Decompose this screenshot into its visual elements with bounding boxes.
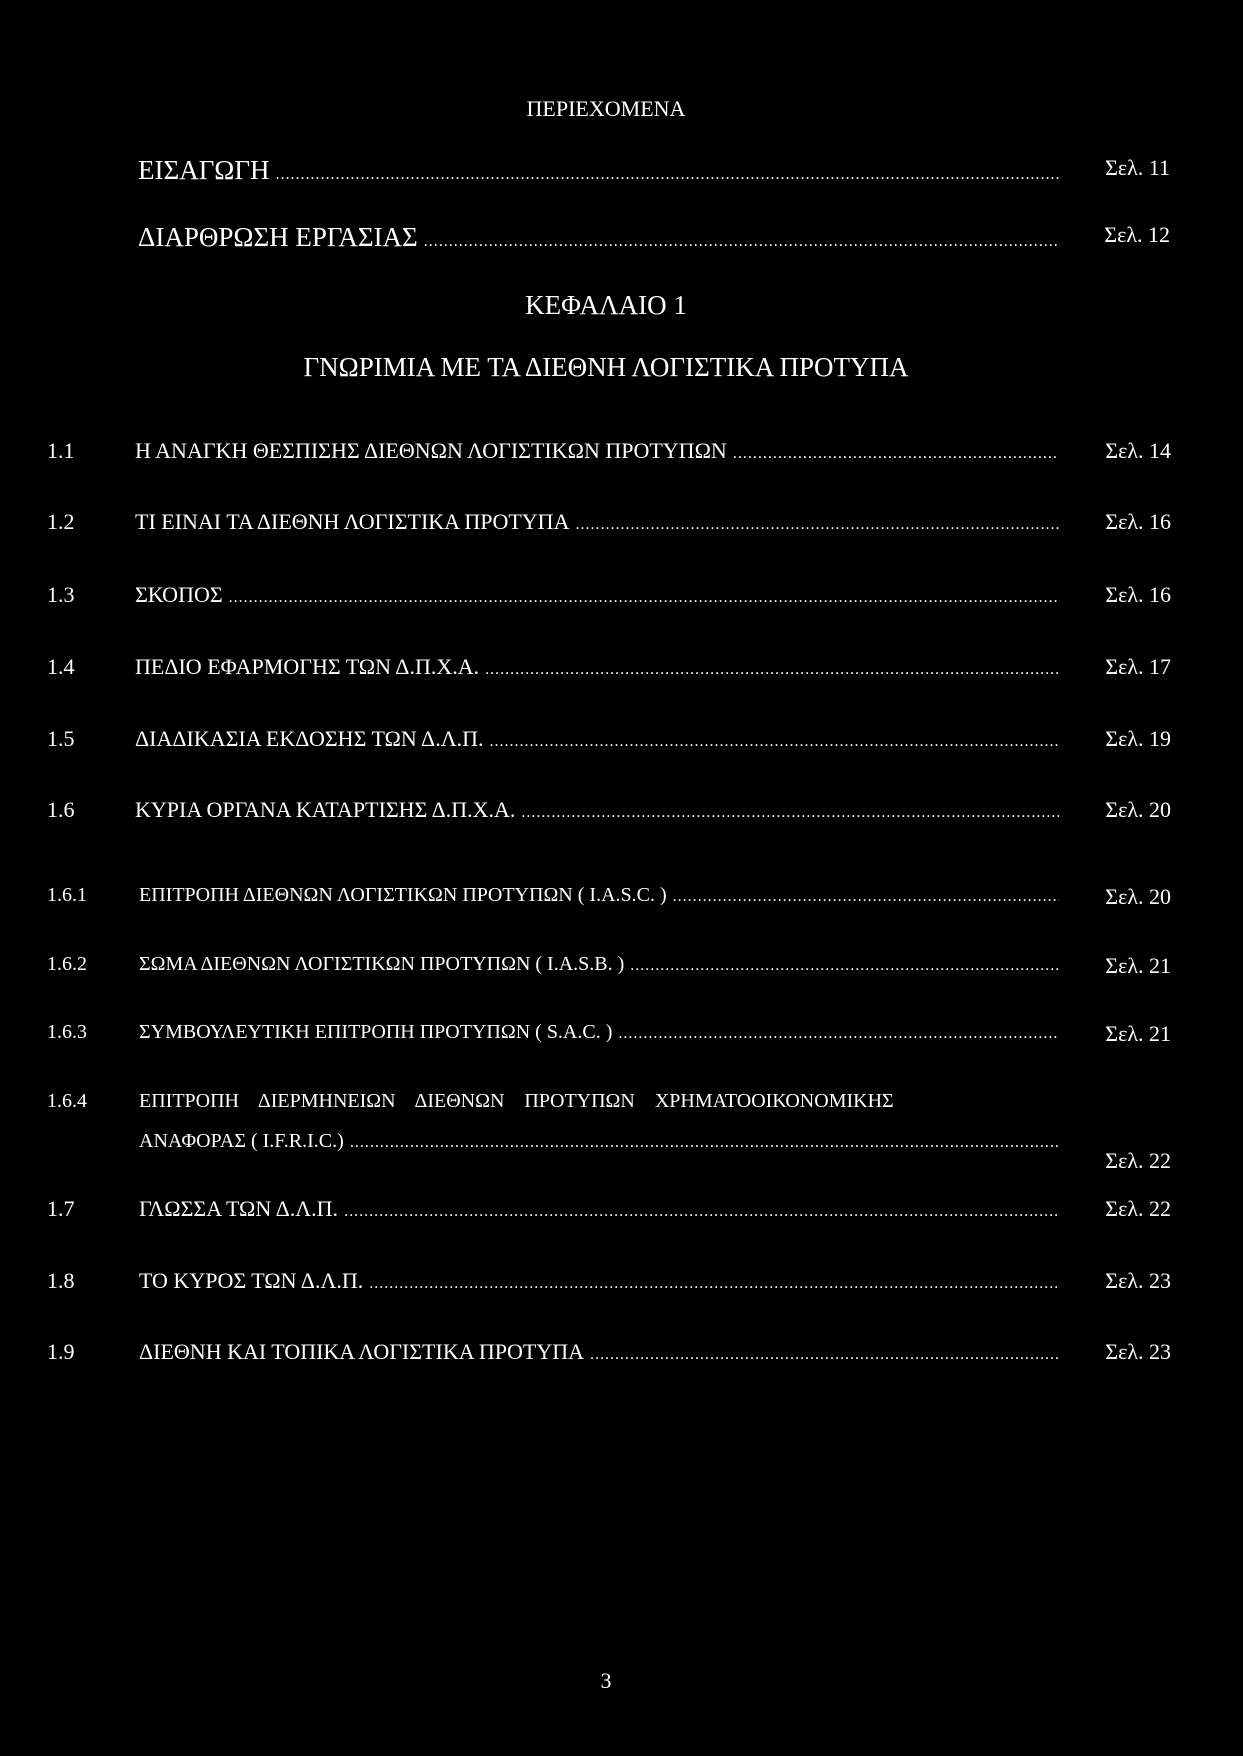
entry-title: ΓΛΩΣΣΑ ΤΩΝ Δ.Λ.Π. <box>139 1196 339 1221</box>
dot-leader <box>590 1346 1059 1364</box>
dot-leader <box>275 166 1060 184</box>
entry-title: ΤΟ ΚΥΡΟΣ ΤΩΝ Δ.Λ.Π. <box>139 1268 364 1293</box>
entry-title: ΣΥΜΒΟΥΛΕΥΤΙΚΗ ΕΠΙΤΡΟΠΗ ΠΡΟΤΥΠΩΝ ( S.A.C. ) <box>139 1021 613 1043</box>
entry-page: Σελ. 11 <box>1105 155 1170 180</box>
entry-page: Σελ. 21 <box>1105 1021 1171 1046</box>
dot-leader <box>673 888 1059 906</box>
entry-number: 1.8 <box>47 1268 75 1293</box>
entry-title: ΔΙΑΡΘΡΩΣΗ ΕΡΓΑΣΙΑΣ <box>138 222 418 252</box>
entry-page: Σελ. 17 <box>1105 654 1171 679</box>
dot-leader <box>490 733 1059 751</box>
entry-title: ΤΙ ΕΙΝΑΙ ΤΑ ΔΙΕΘΝΗ ΛΟΓΙΣΤΙΚΑ ΠΡΟΤΥΠΑ <box>135 509 570 534</box>
entry-title-line2: ΑΝΑΦΟΡΑΣ ( I.F.R.I.C.) <box>139 1130 344 1152</box>
entry-page: Σελ. 20 <box>1105 884 1171 909</box>
entry-title: ΕΠΙΤΡΟΠΗ ΔΙΕΘΝΩΝ ΛΟΓΙΣΤΙΚΩΝ ΠΡΟΤΥΠΩΝ ( I.A.S.C. ) <box>139 884 667 906</box>
entry-number: 1.7 <box>47 1196 75 1221</box>
entry-page: Σελ. 21 <box>1105 953 1171 978</box>
dot-leader <box>618 1025 1059 1043</box>
entry-title: ΣΩΜΑ ΔΙΕΘΝΩΝ ΛΟΓΙΣΤΙΚΩΝ ΠΡΟΤΥΠΩΝ ( I.A.S.B. ) <box>139 953 625 975</box>
entry-page: Σελ. 16 <box>1105 509 1171 534</box>
entry-page: Σελ. 20 <box>1105 797 1171 822</box>
chapter-label: ΚΕΦΑΛΑΙΟ 1 <box>525 290 687 320</box>
entry-page: Σελ. 22 <box>1105 1148 1171 1173</box>
dot-leader <box>369 1275 1059 1293</box>
dot-leader <box>344 1203 1059 1221</box>
chapter-title: ΓΝΩΡΙΜΙΑ ΜΕ ΤΑ ΔΙΕΘΝΗ ΛΟΓΙΣΤΙΚΑ ΠΡΟΤΥΠΑ <box>303 352 909 382</box>
entry-number: 1.6 <box>47 797 75 822</box>
entry-title: ΠΕΔΙΟ ΕΦΑΡΜΟΓΗΣ ΤΩΝ Δ.Π.Χ.Α. <box>135 654 480 679</box>
entry-title: Η ΑΝΑΓΚΗ ΘΕΣΠΙΣΗΣ ΔΙΕΘΝΩΝ ΛΟΓΙΣΤΙΚΩΝ ΠΡΟΤΥΠΩΝ <box>135 438 727 463</box>
dot-leader <box>575 516 1059 534</box>
entry-number: 1.1 <box>47 438 75 463</box>
entry-title: ΕΙΣΑΓΩΓΗ <box>138 155 270 185</box>
entry-page: Σελ. 23 <box>1105 1339 1171 1364</box>
toc-entry-introduction[interactable] <box>138 155 1170 186</box>
entry-number: 1.4 <box>47 654 75 679</box>
entry-title-line1: ΕΠΙΤΡΟΠΗ ΔΙΕΡΜΗΝΕΙΩΝ ΔΙΕΘΝΩΝ ΠΡΟΤΥΠΩΝ ΧΡΗΜΑΤΟΟΙΚΟΝΟΜΙΚΗΣ <box>139 1090 894 1112</box>
entry-page: Σελ. 22 <box>1105 1196 1171 1221</box>
dot-leader <box>350 1134 1059 1152</box>
entry-page: Σελ. 23 <box>1105 1268 1171 1293</box>
entry-number: 1.2 <box>47 509 75 534</box>
entry-number: 1.6.1 <box>47 884 87 906</box>
entry-title: ΔΙΑΔΙΚΑΣΙΑ ΕΚΔΟΣΗΣ ΤΩΝ Δ.Λ.Π. <box>135 726 484 751</box>
dot-leader <box>485 661 1059 679</box>
entry-number: 1.6.2 <box>47 953 87 975</box>
entry-title: ΔΙΕΘΝΗ ΚΑΙ ΤΟΠΙΚΑ ΛΟΓΙΣΤΙΚΑ ΠΡΟΤΥΠΑ <box>139 1339 584 1364</box>
entry-page: Σελ. 19 <box>1105 726 1171 751</box>
toc-entry-structure[interactable] <box>138 222 1170 253</box>
entry-number: 1.9 <box>47 1339 75 1364</box>
entry-page: Σελ. 16 <box>1105 582 1171 607</box>
dot-leader <box>521 804 1059 822</box>
page-number: 3 <box>600 1668 612 1693</box>
entry-number: 1.3 <box>47 582 75 607</box>
dot-leader <box>229 589 1059 607</box>
entry-title: ΣΚΟΠΟΣ <box>135 582 223 607</box>
entry-number: 1.6.4 <box>47 1090 87 1112</box>
entry-number: 1.5 <box>47 726 75 751</box>
entry-title: ΚΥΡΙΑ ΟΡΓΑΝΑ ΚΑΤΑΡΤΙΣΗΣ Δ.Π.Χ.Α. <box>135 797 516 822</box>
entry-page: Σελ. 14 <box>1105 438 1171 463</box>
dot-leader <box>733 445 1059 463</box>
dot-leader <box>630 957 1059 975</box>
dot-leader <box>424 233 1060 251</box>
entry-page: Σελ. 12 <box>1104 222 1170 247</box>
entry-number: 1.6.3 <box>47 1021 87 1043</box>
toc-heading: ΠΕΡΙΕΧΟΜΕΝΑ <box>526 96 686 121</box>
